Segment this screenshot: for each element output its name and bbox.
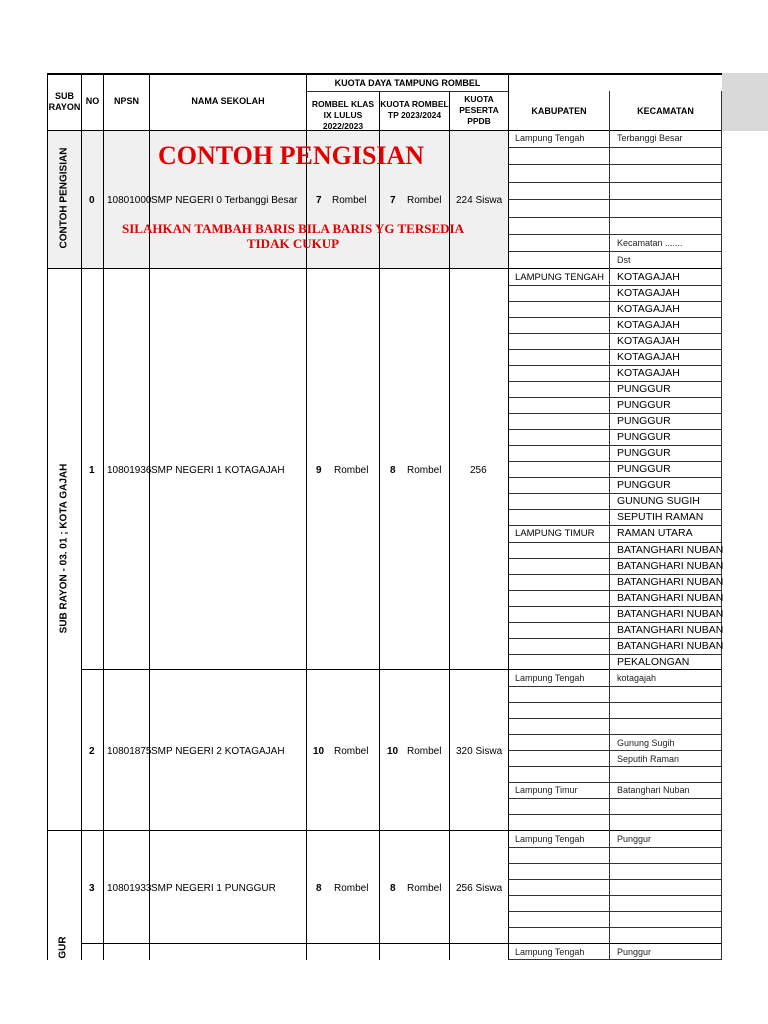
school1-kecamatan-item: PEKALONGAN [617, 656, 690, 668]
school1-kecamatan-item: KOTAGAJAH [617, 319, 680, 331]
school3-kecamatan: Punggur [617, 834, 652, 844]
row-divider [508, 525, 722, 526]
school1-rombel-klas-unit: Rombel [334, 465, 369, 476]
school1-kecamatan-item: KOTAGAJAH [617, 287, 680, 299]
school1-kabupaten-1: LAMPUNG TENGAH [515, 272, 605, 283]
row-divider [508, 285, 722, 286]
example-kuota-peserta: 224 Siswa [456, 195, 503, 206]
school1-kecamatan-item: PUNGGUR [617, 447, 671, 459]
example-note [113, 221, 473, 251]
school1-kecamatan-item: KOTAGAJAH [617, 367, 680, 379]
school1-kuota-rombel-unit: Rombel [407, 465, 442, 476]
school2-kecamatan-2: Gunung Sugih [617, 738, 675, 748]
school3-no: 3 [89, 883, 95, 894]
header-rombel-klas: ROMBEL KLAS IX LULUS 2022/2023 [311, 99, 375, 131]
school3-kuota-rombel-unit: Rombel [407, 883, 442, 894]
example-kecamatan: Terbanggi Besar [617, 133, 683, 143]
school1-kecamatan-item: RAMAN UTARA [617, 527, 693, 539]
school4-kabupaten: Lampung Tengah [515, 947, 585, 957]
row-divider [508, 461, 722, 462]
row-divider [508, 445, 722, 446]
school2-kecamatan-3: Seputih Raman [617, 754, 680, 764]
school1-no: 1 [89, 465, 95, 476]
example-kabupaten: Lampung Tengah [515, 133, 585, 143]
row-divider [508, 349, 722, 350]
school1-kecamatan-item: BATANGHARI NUBAN [617, 624, 724, 636]
example-npsn: 10801000 [107, 195, 152, 206]
school1-kecamatan-item: SEPUTIH RAMAN [617, 511, 704, 523]
row-divider [508, 574, 722, 575]
example-kuota-rombel-unit: Rombel [407, 195, 442, 206]
example-note-line2: TIDAK CUKUP [246, 236, 340, 251]
header-nama-sekolah: NAMA SEKOLAH [191, 96, 265, 106]
sheet-edge-panel [722, 73, 768, 131]
school1-kecamatan-item: BATANGHARI NUBAN [617, 640, 724, 652]
school2-nama: SMP NEGERI 2 KOTAGAJAH [151, 746, 285, 757]
header-kuota-rombel: KUOTA ROMBEL TP 2023/2024 [380, 99, 449, 120]
row-divider [508, 638, 722, 639]
school1-rombel-klas-num: 9 [316, 465, 322, 476]
header-kuota-peserta: KUOTA PESERTA PPDB [459, 94, 499, 126]
school1-kecamatan-item: KOTAGAJAH [617, 351, 680, 363]
school3-kabupaten: Lampung Tengah [515, 834, 585, 844]
school1-kecamatan-item: PUNGGUR [617, 399, 671, 411]
example-side-label: CONTOH PENGISIAN [58, 147, 70, 249]
header-kecamatan: KECAMATAN [637, 106, 694, 116]
school2-kecamatan-1: kotagajah [617, 673, 657, 683]
school2-kabupaten-2: Lampung Timur [515, 785, 578, 795]
school1-kecamatan-item: BATANGHARI NUBAN [617, 608, 724, 620]
example-nama: SMP NEGERI 0 Terbanggi Besar [151, 195, 298, 206]
row-divider [508, 429, 722, 430]
school1-kecamatan-item: KOTAGAJAH [617, 271, 680, 283]
school2-rombel-klas-num: 10 [313, 746, 325, 757]
school1-kecamatan-item: PUNGGUR [617, 463, 671, 475]
row-divider [508, 622, 722, 623]
row-divider [508, 558, 722, 559]
school2-kuota-rombel-num: 10 [387, 746, 399, 757]
school3-kuota-peserta: 256 Siswa [456, 883, 503, 894]
example-rombel-klas-num: 7 [316, 195, 322, 206]
school1-kecamatan-item: PUNGGUR [617, 479, 671, 491]
school1-kecamatan-item: GUNUNG SUGIH [617, 495, 700, 507]
school2-kabupaten-1: Lampung Tengah [515, 673, 585, 683]
row-divider [508, 606, 722, 607]
school1-nama: SMP NEGERI 1 KOTAGAJAH [151, 465, 285, 476]
example-dst: Dst [617, 255, 631, 265]
row-divider [508, 542, 722, 543]
row-divider [508, 493, 722, 494]
school2-kecamatan-4: Batanghari Nuban [617, 785, 690, 795]
school2-kuota-peserta: 320 Siswa [456, 746, 503, 757]
school4-kecamatan: Punggur [617, 947, 652, 957]
school1-kuota-rombel-num: 8 [390, 465, 396, 476]
school2-rombel-klas-unit: Rombel [334, 746, 369, 757]
header-npsn: NPSN [113, 96, 139, 106]
school3-rombel-klas-unit: Rombel [334, 883, 369, 894]
row-divider [508, 654, 722, 655]
school1-kuota-peserta: 256 [470, 465, 487, 476]
school1-kecamatan-item: PUNGGUR [617, 431, 671, 443]
school2-kuota-rombel-unit: Rombel [407, 746, 442, 757]
header-kuota-group: KUOTA DAYA TAMPUNG ROMBEL [334, 78, 481, 88]
row-divider [508, 413, 722, 414]
school1-kecamatan-item: BATANGHARI NUBAN [617, 592, 724, 604]
school3-npsn: 10801933 [107, 883, 152, 894]
example-note-line1: SILAHKAN TAMBAH BARIS BILA BARIS YG TERSEDIA [122, 221, 464, 236]
example-kecamatan-etc: Kecamatan ....... [617, 238, 683, 248]
school1-npsn: 10801936 [107, 465, 152, 476]
school1-kecamatan-item: BATANGHARI NUBAN [617, 560, 724, 572]
school2-no: 2 [89, 746, 95, 757]
school1-kecamatan-item: KOTAGAJAH [617, 303, 680, 315]
row-divider [508, 509, 722, 510]
school1-kabupaten-2: LAMPUNG TIMUR [515, 528, 595, 539]
row-divider [508, 381, 722, 382]
example-kuota-rombel-num: 7 [390, 195, 396, 206]
row-divider [508, 317, 722, 318]
row-divider [508, 397, 722, 398]
example-no: 0 [89, 195, 95, 206]
school2-npsn: 10801875 [107, 746, 152, 757]
header-sub-rayon: SUB RAYON [48, 91, 81, 112]
school1-kecamatan-item: BATANGHARI NUBAN [617, 576, 724, 588]
school1-kecamatan-item: KOTAGAJAH [617, 335, 680, 347]
school1-kecamatan-item: PUNGGUR [617, 383, 671, 395]
school1-kecamatan-item: PUNGGUR [617, 415, 671, 427]
row-divider [508, 590, 722, 591]
header-no: NO [85, 96, 100, 106]
school3-nama: SMP NEGERI 1 PUNGGUR [151, 883, 276, 894]
row-divider [508, 333, 722, 334]
header-kabupaten: KABUPATEN [531, 106, 587, 116]
school3-rombel-klas-num: 8 [316, 883, 322, 894]
example-title: CONTOH PENGISIAN [158, 141, 425, 170]
example-rombel-klas-unit: Rombel [332, 195, 367, 206]
group1-side-label: SUB RAYON - 03. 01 ; KOTA GAJAH [58, 463, 70, 634]
row-divider [508, 301, 722, 302]
group2-side-label: GUR [57, 936, 69, 959]
school1-kecamatan-item: BATANGHARI NUBAN [617, 544, 724, 556]
row-divider [508, 365, 722, 366]
school3-kuota-rombel-num: 8 [390, 883, 396, 894]
row-divider [508, 477, 722, 478]
